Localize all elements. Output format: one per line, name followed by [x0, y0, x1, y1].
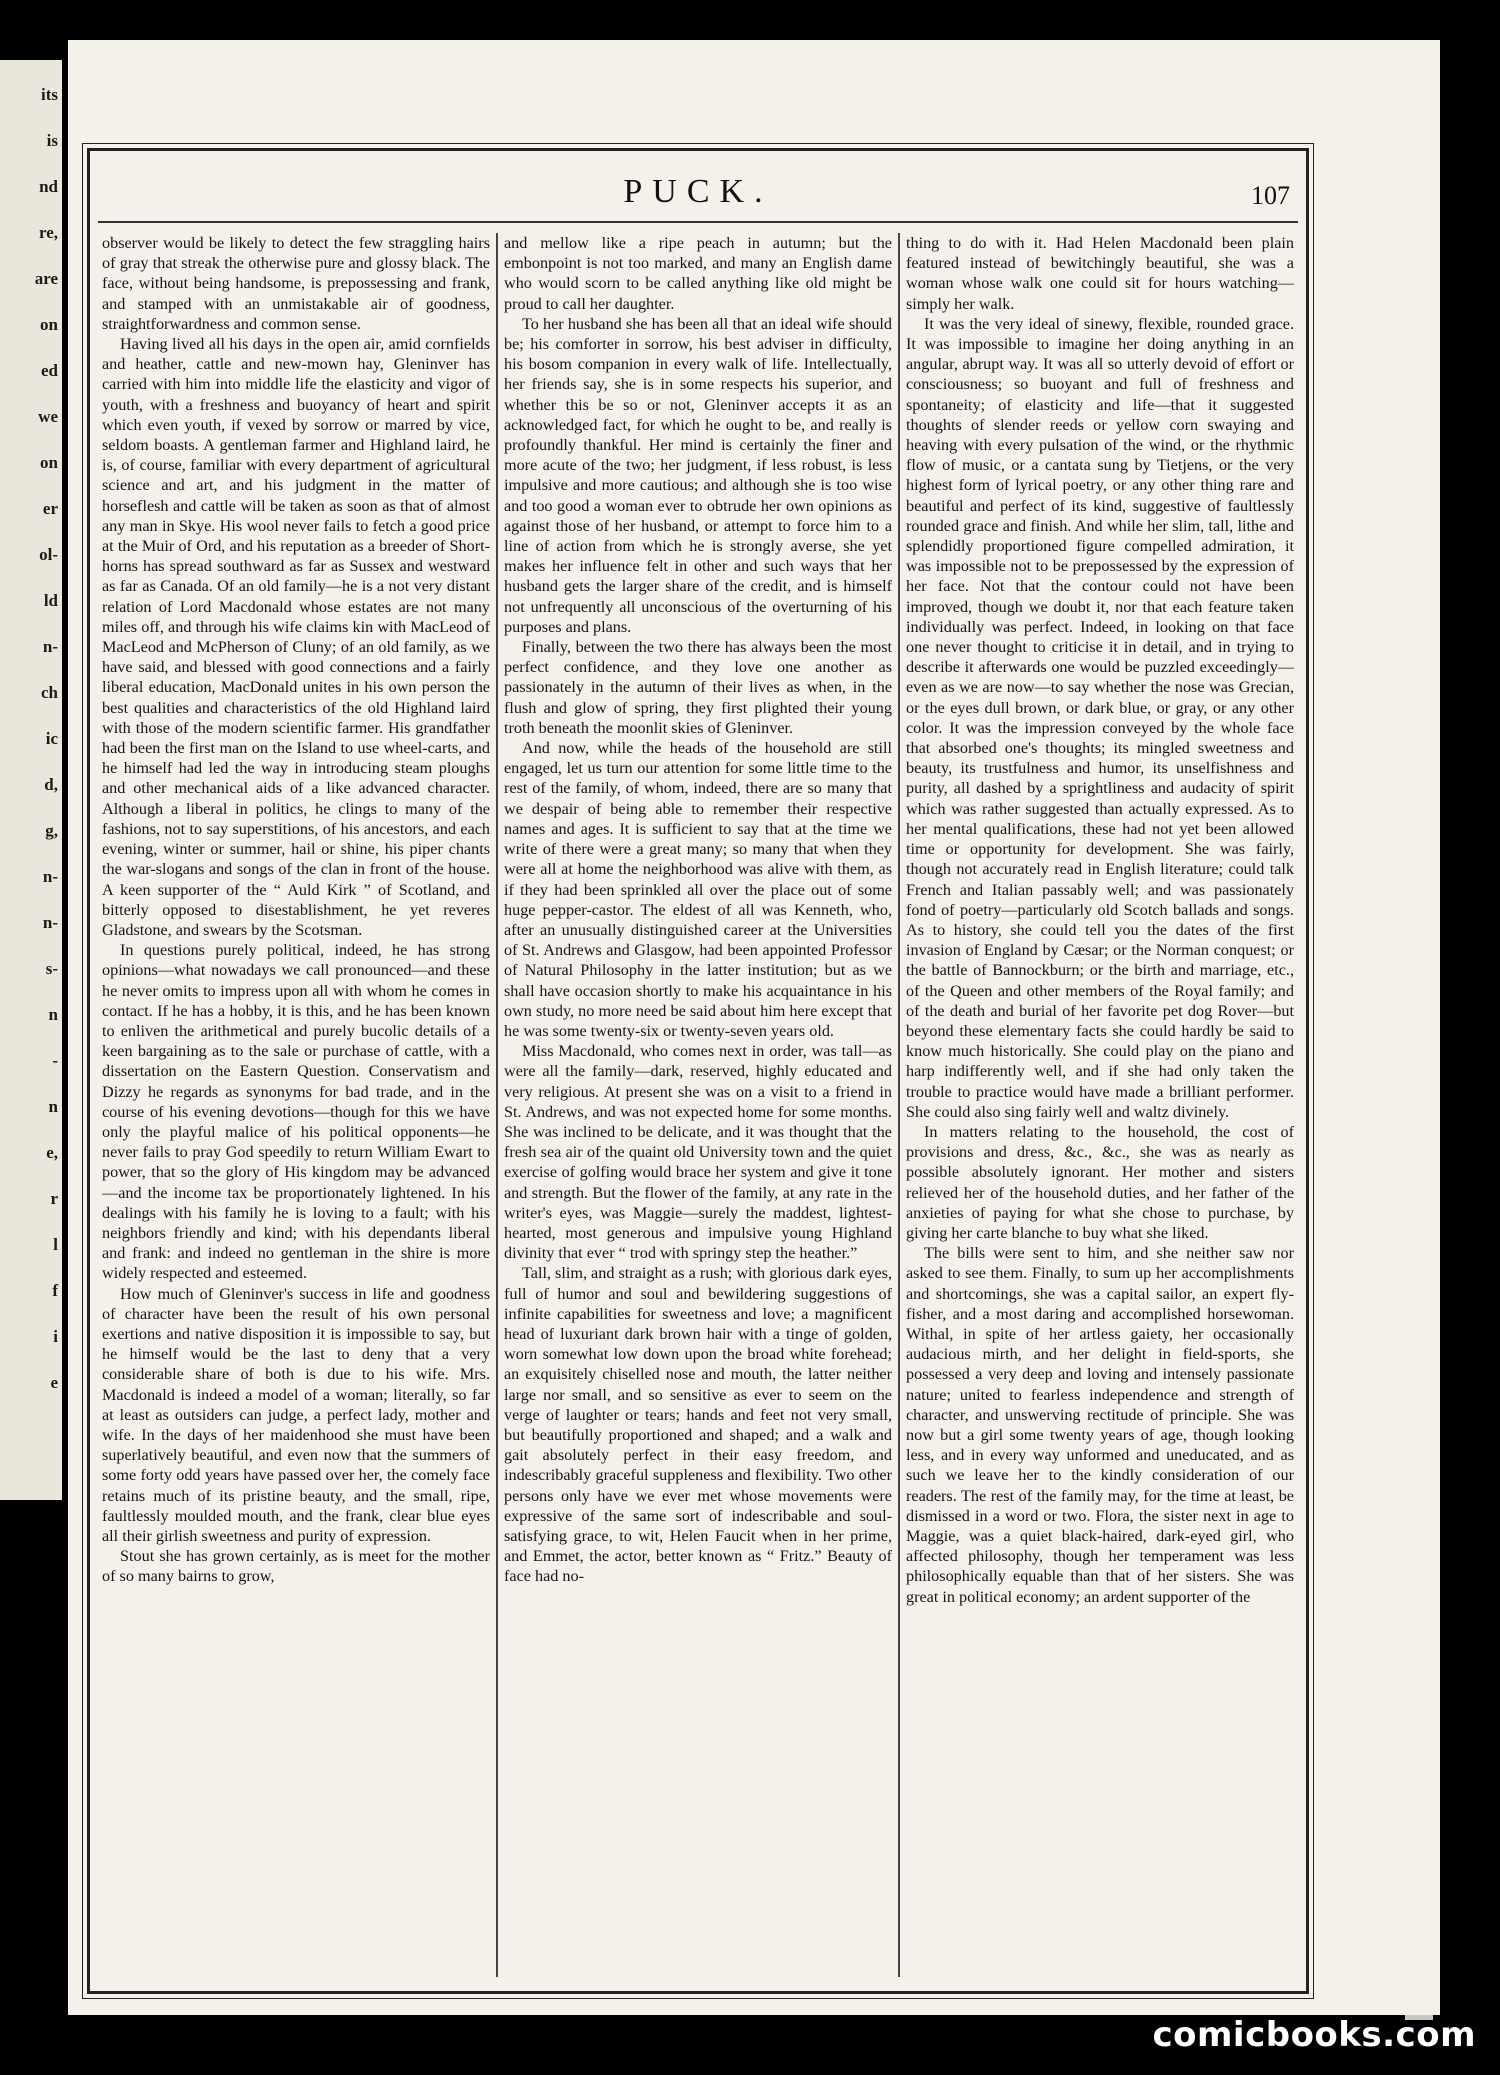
left-page-fragment-text: er: [42, 499, 58, 518]
left-page-fragment-text: g,: [45, 821, 58, 840]
left-page-fragment-text: f: [52, 1281, 58, 1300]
left-page-fragment-text: r: [50, 1189, 58, 1208]
column-1: [102, 233, 490, 1977]
left-page-fragment-text: n-: [42, 867, 58, 886]
header-rule: [98, 221, 1298, 223]
left-page-fragment-text: s-: [45, 959, 58, 978]
page-number: 107: [1251, 181, 1290, 210]
paragraph: Stout she has grown certainly, as is meet for the mother of so many bairns to grow,: [102, 1547, 490, 1586]
column-divider: [898, 233, 900, 1977]
paragraph: Miss Macdonald, who comes next in order, was tall—as were all the family—dark, reserved, highly educated and very religious. At present she was on a visit to a friend in St. Andrews, and was not expected home for some months. She was inclined to be delicate, and it was thought that the fresh sea air of the quaint old University town and the quiet exercise of golfing would brace her system and give it tone and strength. But the flower of the family, at any rate in the writer's eyes, was Maggie—surely the maddest, lightest-hearted, most generous and impulsive young Highland divinity that ever “ trod with springy step the heather.”: [504, 1042, 892, 1263]
left-page-fragment-text: n-: [42, 913, 58, 932]
paragraph: In questions purely political, indeed, he has strong opinions—what nowadays we call pronounced—and these he never omits to impress upon all with whom he comes in contact. If he has a hobby, it is this, and he has been known to enliven the arithmetical and purely bucolic details of a keen bargaining as to the sale or purchase of cattle, with a dissertation on the Eastern Question. Conservatism and Dizzy he regards as synonyms for bad trade, and in the course of his evening devotions—though for this we have only the playful malice of his political opponents—he never fails to pray God speedily to return William Ewart to power, that so the glory of His kingdom may be advanced—and the income tax be proportionately lightened. In his dealings with his family he is loving to a fault; with his neighbors friendly and kind; with his dependants liberal and frank: and indeed no gentleman in the shire is more widely respected and esteemed.: [102, 941, 490, 1283]
left-page-fragment: [0, 60, 62, 1500]
masthead-title: PUCK.: [623, 173, 773, 210]
paragraph: How much of Gleninver's success in life and goodness of character have been the result of his own personal exertions and native disposition it is impossible to say, but he himself would be the last to deny that a very considerable share of both is due to his wife. Mrs. Macdonald is indeed a model of a woman; literally, so far at least as outsiders can judge, a perfect lady, mother and wife. In the days of her maidenhood she must have been superlatively beautiful, and even now that the summers of some forty odd years have passed over her, the comely face retains much of its pristine beauty, and the small, ripe, faultlessly moulded mouth, and the frank, clear blue eyes all their girlish sweetness and purity of expression.: [102, 1284, 490, 1545]
paragraph: To her husband she has been all that an ideal wife should be; his comforter in sorrow, his best adviser in difficulty, his bosom companion in every walk of life. Intellectually, her friends say, she is in some respects his superior, and whether this be so or not, Gleninver accepts it as an acknowledged fact, for which he ought to be, and really is profoundly thankful. Her mind is certainly the finer and more acute of the two; her judgment, if less robust, is less impulsive and more cautious; and although she is too wise and too good a woman ever to obtrude her own opinions as against those of her husband, or attempt to force him to a line of action from which he is strongly averse, she yet makes her influence felt in other and such ways that her husband gets the larger share of the credit, and is himself not unfrequently all unconscious of the overturning of his purposes and plans.: [504, 314, 892, 636]
paragraph: Having lived all his days in the open air, amid cornfields and heather, cattle and new-mown hay, Gleninver has carried with him into middle life the elasticity and vigor of youth, with a freshness and buoyancy of heart and spirit which even youth, if vexed by sorrow or marred by vice, seldom boasts. A gentleman farmer and Highland laird, he is, of course, familiar with every department of agricultural science and art, and his judgment in the matter of horseflesh and cattle will be taken as soon as that of almost any man in Skye. His wool never fails to fetch a good price at the Muir of Ord, and his reputation as a breeder of Short-horns has spread southward as far as Sussex and westward as far as Canada. Of an old family—he is a not very distant relation of Lord Macdonald whose estates are not many miles off, and through his wife claims kin with MacLeod of MacLeod and McPherson of Cluny; of an old family, as we have said, and blessed with good connections and a fairly liberal education, MacDonald unites in his own person the best qualities and characteristics of the old Highland laird with those of the modern scientific farmer. His grandfather had been the first man on the Island to use wheel-carts, and he himself had led the way in introducing steam ploughs and other mechanical aids of a like advanced character. Although a liberal in politics, he clings to many of the fashions, not to say superstitions, of his ancestors, and each evening, winter or summer, hail or shine, his piper chants the war-slogans and songs of the clan in front of the house. A keen supporter of the “ Auld Kirk ” of Scotland, and bitterly opposed to disestablishment, he yet reveres Gladstone, and swears by the Scotsman.: [102, 335, 490, 939]
left-page-fragment-text: ch: [41, 683, 58, 702]
left-page-fragment-text: e,: [46, 1143, 58, 1162]
left-page-fragment-text: re,: [38, 223, 58, 242]
paragraph: thing to do with it. Had Helen Macdonald been plain featured instead of bewitchingly beautiful, she was a woman whose walk one could sit for hours watching—simply her walk.: [906, 234, 1294, 313]
watermark: comicbooks.com: [1152, 2015, 1476, 2055]
left-page-fragment-text: is: [46, 131, 58, 150]
left-page-fragment-text: d,: [44, 775, 58, 794]
left-page-fragment-text: we: [38, 407, 58, 426]
left-page-fragment-text: l: [53, 1235, 58, 1254]
paragraph: The bills were sent to him, and she neither saw nor asked to see them. Finally, to sum up her accomplishments and shortcomings, she was a capital sailor, an expert fly-fisher, and a most daring and accomplished horsewoman. Withal, in spite of her artless gaiety, her occasionally audacious mirth, and her delight in field-sports, she possessed a very deep and loving and intensely passionate nature; united to fearless independence and strength of character, and unswerving rectitude of principle. She was now but a girl some twenty years of age, though looking less, and in every way unformed and uneducated, and as such we leave her to the kindly consideration of our readers. The rest of the family may, for the time at least, be dismissed in a word or two. Flora, the sister next in age to Maggie, was a quiet black-haired, dark-eyed girl, who affected philosophy, though her temperament was less philosophically equable than that of her sisters. She was great in political economy; an ardent supporter of the: [906, 1244, 1294, 1606]
left-page-fragment-text: e: [50, 1373, 58, 1392]
left-page-fragment-text: n: [48, 1005, 58, 1024]
left-page-fragment-text: its: [41, 85, 58, 104]
left-page-fragment-text: -: [52, 1051, 58, 1070]
paragraph: And now, while the heads of the household are still engaged, let us turn our attention for some little time to the rest of the family, of whom, indeed, there are so many that we despair of being able to remember their respective names and ages. It is sufficient to say that at the time we write of there were a great many; so many that when they were all at home the neighborhood was alive with them, as if they had been sprinkled all over the place out of some huge pepper-castor. The eldest of all was Kenneth, who, after an unusually distinguished career at the Universities of St. Andrews and Glasgow, had been appointed Professor of Natural Philosophy in the latter institution; but as we shall have occasion shortly to make his acquaintance in his own study, no more need be said about him here except that he was some twenty-six or twenty-seven years old.: [504, 739, 892, 1040]
left-page-fragment-text: nd: [39, 177, 58, 196]
left-page-fragment-text: on: [40, 315, 58, 334]
left-page-fragment-text: ol-: [39, 545, 58, 564]
left-page-fragment-text: n-: [42, 637, 58, 656]
paragraph: It was the very ideal of sinewy, flexible, rounded grace. It was impossible to imagine her doing anything in an angular, abrupt way. It was all so utterly devoid of effort or consciousness; so buoyant and full of freshness and spontaneity; of elasticity and life—that it suggested thoughts of slender reeds or yellow corn swaying and heaving with every pulsation of the wind, or the rhythmic flow of music, or a cantata sung by Tietjens, or the very highest form of lyrical poetry, or any other thing rare and beautiful and perfect of its kind, suggestive of faultlessly rounded grace and finish. And while her slim, tall, lithe and splendidly proportioned figure compelled admiration, it was impossible not to be prepossessed by the expression of her face. Not that the contour could not have been improved, though we doubt it, nor that each feature taken individually was perfect. Indeed, in looking on that face one never thought to criticise it in detail, and in trying to describe it afterwards one would be puzzled exceedingly—even as we are now—to say whether the nose was Grecian, or the eyes dull brown, or dark blue, or gray, or any other color. It was the impression conveyed by the whole face that absorbed one's thoughts; its mingled sweetness and beauty, its trustfulness and humor, its unselfishness and purity, all dashed by a sprightliness and audacity of spirit which was rather suggested than actually expressed. As to her mental qualifications, these had not yet been allowed time or opportunity for development. She was fairly, though not accurately read in English literature; could talk French and Italian passably well; and was passionately fond of poetry—particularly old Scotch ballads and songs. As to history, she could tell you the dates of the first invasion of England by Cæsar; or the Norman conquest; or the battle of Bannockburn; or the birth and marriage, etc., of the Queen and other members of the Royal family; and of the death and burial of her favorite pet dog Rover—but beyond these elementary facts she could hardly be said to know much historically. She could play on the piano and harp indifferently well, and if she had only taken the trouble to practice would have made a brilliant performer. She could also sing fairly well and waltz divinely.: [906, 314, 1294, 1121]
left-page-fragment-text: i: [53, 1327, 58, 1346]
page-border: [87, 148, 1309, 1994]
left-page-fragment-text: ic: [45, 729, 58, 748]
left-page-fragment-text: are: [34, 269, 58, 288]
paragraph: In matters relating to the household, the cost of provisions and dress, &c., &c., she was as nearly as possible absolutely ignorant. Her mother and sisters relieved her of the household duties, and her father of the anxieties of paying for what she chose to purchase, by giving her carte blanche to buy what she liked.: [906, 1122, 1294, 1242]
column-2: [504, 233, 892, 1977]
paragraph: Tall, slim, and straight as a rush; with glorious dark eyes, full of humor and soul and bewildering suggestions of infinite capabilities for sweetness and love; a magnificent head of luxuriant dark brown hair with a tinge of golden, worn somewhat low down upon the broad white forehead; an exquisitely chiselled nose and mouth, the latter neither large nor small, and so sensitive as ever to seem on the verge of laughter or tears; hands and feet not very small, but beautifully proportioned and shaped; and a walk and gait absolutely perfect in their easy freedom, and indescribably graceful suppleness and flexibility. Two other persons only have we ever met whose movements were expressive of the same sort of indescribable and soul-satisfying grace, to wit, Helen Faucit when in her prime, and Emmet, the actor, better known as “ Fritz.” Beauty of face had no-: [504, 1264, 892, 1586]
paragraph: observer would be likely to detect the few straggling hairs of gray that streak the otherwise pure and glossy black. The face, without being handsome, is prepossessing and frank, and stamped with an unmistakable air of goodness, straightforwardness and common sense.: [102, 234, 490, 333]
left-page-fragment-text: on: [40, 453, 58, 472]
left-page-fragment-text: n: [48, 1097, 58, 1116]
left-page-fragment-text: ld: [43, 591, 58, 610]
left-page-fragment-text: ed: [41, 361, 58, 380]
paragraph: Finally, between the two there has always been the most perfect confidence, and they love one another as passionately in the autumn of their lives as when, in the flush and glow of spring, they first plighted their young troth beneath the moonlit skies of Gleninver.: [504, 638, 892, 737]
paragraph: and mellow like a ripe peach in autumn; but the embonpoint is not too marked, and many an English dame who would scorn to be called anything like old might be proud to call her daughter.: [504, 234, 892, 313]
column-divider: [496, 233, 498, 1977]
text-columns: [102, 233, 1294, 1977]
column-3: [906, 233, 1294, 1977]
